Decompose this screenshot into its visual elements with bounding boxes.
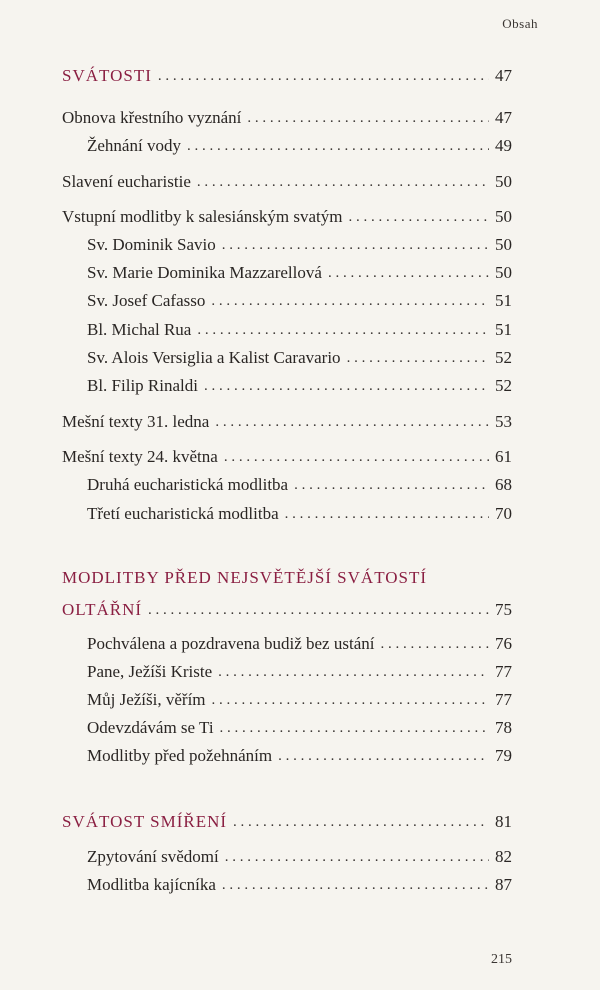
running-head: Obsah [502, 16, 538, 31]
toc-page-number: 47 [495, 108, 512, 127]
dot-leader [347, 346, 489, 370]
toc-page-number: 70 [495, 504, 512, 523]
dot-leader [222, 873, 489, 897]
dot-leader [349, 205, 490, 229]
dot-leader [328, 261, 489, 285]
dot-leader [224, 445, 489, 469]
dot-leader [220, 716, 489, 740]
toc-subentry [87, 873, 512, 897]
dot-leader [278, 744, 489, 768]
toc-page-number: 51 [495, 291, 512, 310]
toc-entry-title: Druhá eucharistická modlitba [87, 475, 289, 494]
toc-entry [62, 445, 512, 469]
toc-entry-title: Bl. Michal Rua [87, 320, 192, 339]
toc-subentry [87, 233, 512, 257]
toc-entry-title: Odevzdávám se Ti [87, 718, 214, 737]
dot-leader [215, 410, 489, 434]
toc-subentry [87, 744, 512, 768]
toc-page-number: 75 [495, 600, 512, 619]
dot-leader [212, 688, 489, 712]
toc-section-title: SVÁTOST SMÍŘENÍ [62, 812, 228, 831]
toc-entry-title: Vstupní modlitby k salesiánským svatým [62, 207, 343, 226]
toc-page-number: 87 [495, 875, 512, 894]
toc-page-number: 79 [495, 746, 512, 765]
toc-page-number: 51 [495, 320, 512, 339]
toc-page-number: 81 [495, 812, 512, 831]
toc-page-number: 82 [495, 847, 512, 866]
toc-page-number: 50 [495, 207, 512, 226]
dot-leader [204, 374, 489, 398]
dot-leader [225, 845, 489, 869]
toc-subentry [87, 716, 512, 740]
toc-page-number: 50 [495, 235, 512, 254]
toc-entry-title: Modlitba kajícníka [87, 875, 216, 894]
dot-leader [247, 106, 489, 130]
dot-leader [197, 170, 489, 194]
dot-leader [158, 64, 489, 88]
toc-page-number: 47 [495, 66, 512, 85]
dot-leader [285, 502, 489, 526]
toc-entry [62, 170, 512, 194]
toc-entry [62, 410, 512, 434]
toc-section-title: OLTÁŘNÍ [62, 600, 143, 619]
dot-leader [211, 289, 489, 313]
toc-page-number: 49 [495, 136, 512, 155]
toc-entry-title: Slavení eucharistie [62, 172, 191, 191]
toc-subentry [87, 502, 512, 526]
toc-section-title: SVÁTOSTI [62, 66, 152, 85]
toc-page-number: 53 [495, 412, 512, 431]
page-number: 215 [491, 952, 512, 967]
toc-section-heading [62, 810, 512, 834]
toc-page-number: 77 [495, 690, 512, 709]
dot-leader [233, 810, 489, 834]
dot-leader [218, 660, 489, 684]
toc-subentry [87, 688, 512, 712]
toc-subentry [87, 632, 512, 656]
toc-page-number: 50 [495, 172, 512, 191]
toc-page-number: 77 [495, 662, 512, 681]
toc-subentry [87, 660, 512, 684]
toc-entry-title: Třetí eucharistická modlitba [87, 504, 279, 523]
toc-entry-title: Sv. Alois Versiglia a Kalist Caravario [87, 348, 341, 367]
toc-entry-title: Zpytování svědomí [87, 847, 219, 866]
toc-entry-title: Mešní texty 31. ledna [62, 412, 210, 431]
dot-leader [380, 632, 489, 656]
toc-entry-title: Modlitby před požehnáním [87, 746, 273, 765]
toc-page-number: 61 [495, 447, 512, 466]
toc-subentry [87, 318, 512, 342]
toc-subentry [87, 374, 512, 398]
dot-leader [197, 318, 489, 342]
toc-page-number: 52 [495, 348, 512, 367]
toc-entry-title: Žehnání vody [87, 136, 181, 155]
toc-entry-title: Bl. Filip Rinaldi [87, 376, 198, 395]
dot-leader [222, 233, 489, 257]
toc-subentry [87, 845, 512, 869]
toc-subentry [87, 289, 512, 313]
toc-subentry [87, 261, 512, 285]
toc-section-heading [62, 64, 512, 88]
toc-entry-title: Sv. Dominik Savio [87, 235, 216, 254]
toc-subentry [87, 134, 512, 158]
toc-entry-title: Mešní texty 24. května [62, 447, 218, 466]
dot-leader [148, 598, 489, 622]
toc-entry [62, 205, 512, 229]
toc-entry-title: Obnova křestního vyznání [62, 108, 242, 127]
toc-page-number: 52 [495, 376, 512, 395]
toc-entry [62, 106, 512, 130]
toc-entry-title: Sv. Josef Cafasso [87, 291, 206, 310]
toc-entry-title: Můj Ježíši, věřím [87, 690, 206, 709]
toc-section-heading [62, 598, 512, 622]
toc-page-number: 78 [495, 718, 512, 737]
toc-page-number: 76 [495, 634, 512, 653]
toc-page-number: 68 [495, 475, 512, 494]
toc-entry-title: Sv. Marie Dominika Mazzarellová [87, 263, 322, 282]
toc-entry-title: Pane, Ježíši Kriste [87, 662, 213, 681]
toc-entry-title: Pochválena a pozdravena budiž bez ustání [87, 634, 375, 653]
dot-leader [294, 473, 489, 497]
dot-leader [187, 134, 489, 158]
toc-section-title-line: MODLITBY PŘED NEJSVĚTĚJŠÍ SVÁTOSTÍ [62, 568, 428, 587]
toc-subentry [87, 346, 512, 370]
toc-page-number: 50 [495, 263, 512, 282]
toc-subentry [87, 473, 512, 497]
